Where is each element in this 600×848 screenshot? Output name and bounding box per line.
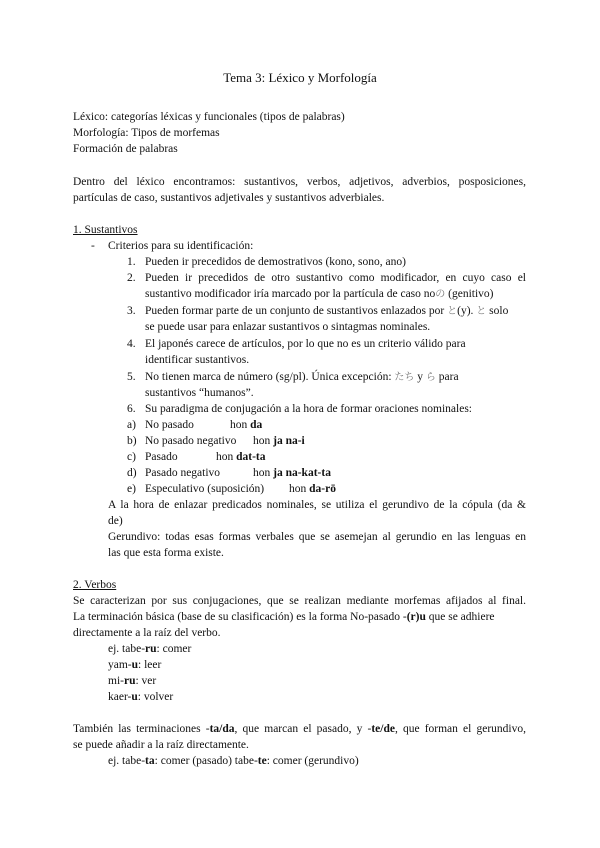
intro-line: Formación de palabras xyxy=(73,143,178,155)
ending: u xyxy=(131,659,139,671)
stem: hon xyxy=(216,451,237,463)
conj-letter: a) xyxy=(127,419,136,431)
list-item-line: se puede usar para enlazar sustantivos o sintagmas nominales. xyxy=(145,321,431,333)
text: : comer (gerundivo) xyxy=(266,755,359,767)
text: , que forman el gerundivo, xyxy=(394,723,526,735)
conj-form xyxy=(216,450,266,465)
japanese-text: ら xyxy=(425,372,436,383)
text: kaer- xyxy=(108,691,132,703)
list-item-line: identificar sustantivos. xyxy=(145,354,250,366)
conj-form xyxy=(253,466,331,481)
note-line: de) xyxy=(108,515,123,527)
text: ej. tabe- xyxy=(108,755,146,767)
list-number: 2. xyxy=(127,272,136,284)
conj-letter: b) xyxy=(127,435,137,447)
example-line xyxy=(108,642,191,657)
text: (genitivo) xyxy=(445,288,494,300)
ending: ja na-kat-ta xyxy=(273,467,331,479)
japanese-text: と xyxy=(447,306,458,317)
conj-label: Pasado negativo xyxy=(145,467,221,479)
example-line xyxy=(108,690,173,705)
japanese-text: の xyxy=(435,289,446,300)
text: yam- xyxy=(108,659,132,671)
list-item: Su paradigma de conjugación a la hora de formar oraciones nominales: xyxy=(145,403,472,415)
example-line xyxy=(108,754,359,769)
intro-line: Morfología: Tipos de morfemas xyxy=(73,127,220,139)
text: No tienen marca de número (sg/pl). Única excepción: xyxy=(145,371,395,383)
ending: ru xyxy=(123,675,136,687)
text: , que marcan el pasado, y - xyxy=(234,723,372,735)
ending: da xyxy=(250,419,263,431)
japanese-text: と xyxy=(476,306,487,317)
list-number: 1. xyxy=(127,256,136,268)
paragraph-line: Dentro del léxico encontramos: sustantivos, verbos, adjetivos, adverbios, posposiciones, xyxy=(73,176,526,188)
paragraph-line: Se caracterizan por sus conjugaciones, que se realizan mediante morfemas afijados al final. xyxy=(73,595,526,607)
bullet-text: Criterios para su identificación: xyxy=(108,240,254,252)
conj-form xyxy=(230,418,262,433)
example-line xyxy=(108,658,161,673)
japanese-text: たち xyxy=(394,372,415,383)
list-item: Pueden ir precedidos de otro sustantivo como modificador, en cuyo caso el xyxy=(145,272,526,284)
conj-letter: d) xyxy=(127,467,137,479)
conj-label: No pasado xyxy=(145,419,194,431)
ending: ru xyxy=(145,643,157,655)
list-item: El japonés carece de artículos, por lo que no es un criterio válido para xyxy=(145,338,466,350)
text: (y). xyxy=(457,305,477,317)
ending: (r)u xyxy=(406,611,426,623)
intro-line: Léxico: categorías léxicas y funcionales (tipos de palabras) xyxy=(73,111,345,123)
text: que se adhiere xyxy=(425,611,495,623)
list-number: 3. xyxy=(127,305,136,317)
list-item xyxy=(145,304,508,319)
note-line: las que esta forma existe. xyxy=(108,547,224,559)
paragraph-line: se puede añadir a la raíz directamente. xyxy=(73,739,249,751)
stem: hon xyxy=(253,467,274,479)
list-number: 6. xyxy=(127,403,136,415)
text: y xyxy=(414,371,426,383)
text: Pueden formar parte de un conjunto de sustantivos enlazados por xyxy=(145,305,448,317)
conj-form xyxy=(253,434,305,449)
ending: u xyxy=(131,691,138,703)
example-line xyxy=(108,674,156,689)
section-heading-verbos: 2. Verbos xyxy=(73,579,117,591)
ending: te/de xyxy=(371,723,395,735)
list-number: 4. xyxy=(127,338,136,350)
ending: ja na-i xyxy=(273,435,305,447)
section-heading-sustantivos: 1. Sustantivos xyxy=(73,224,138,236)
text: ej. tabe- xyxy=(108,643,146,655)
stem: hon xyxy=(289,483,310,495)
ending: ta/da xyxy=(209,723,235,735)
paragraph-line xyxy=(73,722,526,737)
ending: dat-ta xyxy=(236,451,266,463)
text: : comer (pasado) tabe- xyxy=(154,755,258,767)
list-item-line xyxy=(145,287,494,302)
text: solo xyxy=(486,305,509,317)
stem: hon xyxy=(253,435,274,447)
list-item xyxy=(145,370,459,385)
note-line: A la hora de enlazar predicados nominales, se utiliza el gerundivo de la cópula (da & xyxy=(108,499,526,511)
text: También las terminaciones - xyxy=(73,723,210,735)
text: : comer xyxy=(156,643,192,655)
conj-label: No pasado negativo xyxy=(145,435,237,447)
paragraph-line: directamente a la raíz del verbo. xyxy=(73,627,221,639)
text: sustantivo modificador iría marcado por la partícula de caso no xyxy=(145,288,436,300)
text: : volver xyxy=(137,691,174,703)
stem: hon xyxy=(230,419,251,431)
text: para xyxy=(435,371,459,383)
page-title: Tema 3: Léxico y Morfología xyxy=(223,70,377,85)
conj-label: Especulativo (suposición) xyxy=(145,483,265,495)
text: : leer xyxy=(138,659,162,671)
ending: ta xyxy=(145,755,155,767)
list-item-line: sustantivos “humanos”. xyxy=(145,387,254,399)
bullet-dash: - xyxy=(91,240,95,252)
ending: da-rō xyxy=(309,483,336,495)
ending: te xyxy=(257,755,267,767)
conj-letter: c) xyxy=(127,451,136,463)
conj-label: Pasado xyxy=(145,451,178,463)
text: mi- xyxy=(108,675,124,687)
text: La terminación básica (base de su clasificación) es la forma No-pasado - xyxy=(73,611,407,623)
paragraph-line: partículas de caso, sustantivos adjetivales y sustantivos adverbiales. xyxy=(73,192,385,204)
paragraph-line xyxy=(73,610,495,625)
conj-letter: e) xyxy=(127,483,136,495)
text: : ver xyxy=(135,675,157,687)
note-line: Gerundivo: todas esas formas verbales que se asemejan al gerundio en las lenguas en xyxy=(108,531,526,543)
list-number: 5. xyxy=(127,371,136,383)
conj-form xyxy=(289,482,336,497)
list-item: Pueden ir precedidos de demostrativos (kono, sono, ano) xyxy=(145,256,406,268)
